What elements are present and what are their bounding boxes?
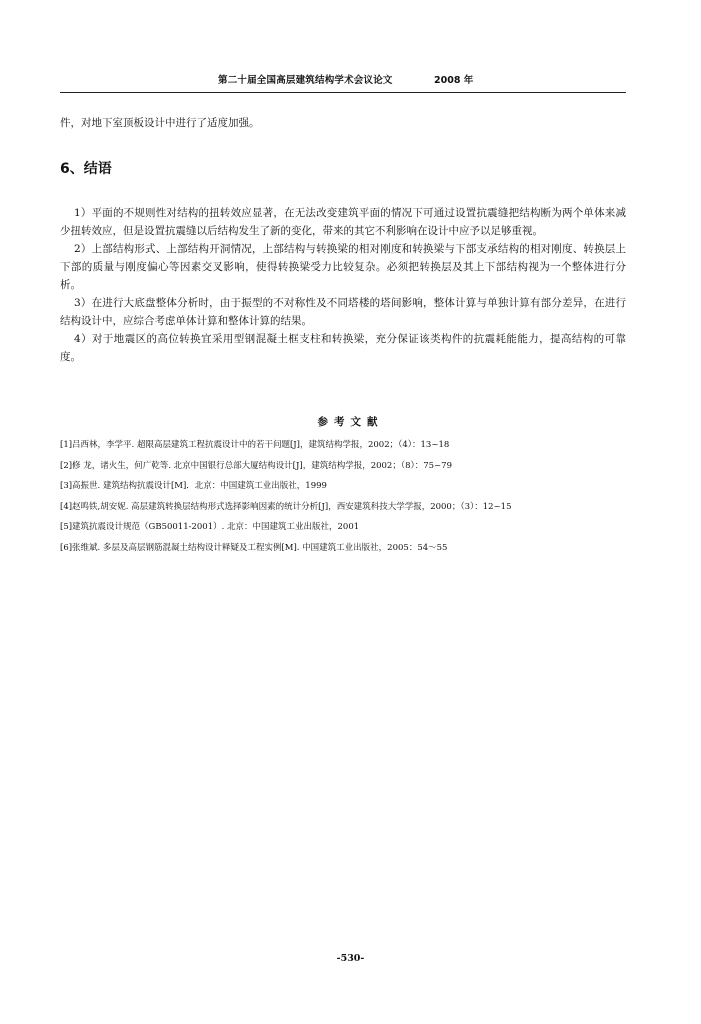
conclusion-item-3: 3）在进行大底盘整体分析时，由于振型的不对称性及不同塔楼的塔间影响，整体计算与单独计算有部分差异，在进行结构设计中，应综合考虑单体计算和整体计算的结果。 xyxy=(60,297,626,327)
section-heading: 6、结语 xyxy=(60,161,112,177)
reference-item-1: [1]吕西林，李学平. 超限高层建筑工程抗震设计中的若干问题[J]，建筑结构学报，2002；（4）：13~18 xyxy=(60,440,450,450)
reference-item-3: [3]高振世. 建筑结构抗震设计[M]．北京：中国建筑工业出版社，1999 xyxy=(60,481,327,491)
page-number: -530- xyxy=(336,953,365,964)
conclusion-item-4: 4）对于地震区的高位转换宜采用型钢混凝土框支柱和转换梁，充分保证该类构件的抗震耗能能力，提高结构的可靠度。 xyxy=(60,333,626,363)
conclusion-item-2: 2）上部结构形式、上部结构开洞情况，上部结构与转换梁的相对刚度和转换梁与下部支承结构的相对刚度、转换层上下部的质量与刚度偏心等因素交叉影响，使得转换梁受力比较复杂。必须把转换层及其上下部结构视为一个整体进行分析。 xyxy=(60,243,626,291)
reference-item-6: [6]张维斌. 多层及高层钢筋混凝土结构设计释疑及工程实例[M]. 中国建筑工业出版社，2005：54～55 xyxy=(60,542,448,553)
conference-title: 第二十届全国高层建筑结构学术会议论文 xyxy=(218,75,393,86)
reference-item-4: [4]赵鸣铁,胡安妮. 高层建筑转换层结构形式选择影响因素的统计分析[J]，西安建筑科技大学学报，2000；（3）：12~15 xyxy=(60,501,512,512)
running-header xyxy=(60,70,626,93)
references-title: 参考文献 xyxy=(317,416,384,428)
continued-paragraph: 件，对地下室顶板设计中进行了适度加强。 xyxy=(60,117,260,129)
conclusion-paragraphs xyxy=(60,204,626,366)
reference-list xyxy=(60,435,640,558)
reference-item-2: [2]修 龙，诸火生，何广乾等. 北京中国银行总部大厦结构设计[J]，建筑结构学报，2002；（8）：75~79 xyxy=(60,460,452,471)
reference-item-5: [5]建筑抗震设计规范（GB50011-2001）. 北京：中国建筑工业出版社，2001 xyxy=(60,522,360,532)
conclusion-item-1: 1）平面的不规则性对结构的扭转效应显著，在无法改变建筑平面的情况下可通过设置抗震缝把结构断为两个单体来减少扭转效应，但是设置抗震缝以后结构发生了新的变化，带来的其它不利影响在设计中应予以足够重视。 xyxy=(60,207,626,237)
conference-year: 2008 年 xyxy=(434,75,474,86)
